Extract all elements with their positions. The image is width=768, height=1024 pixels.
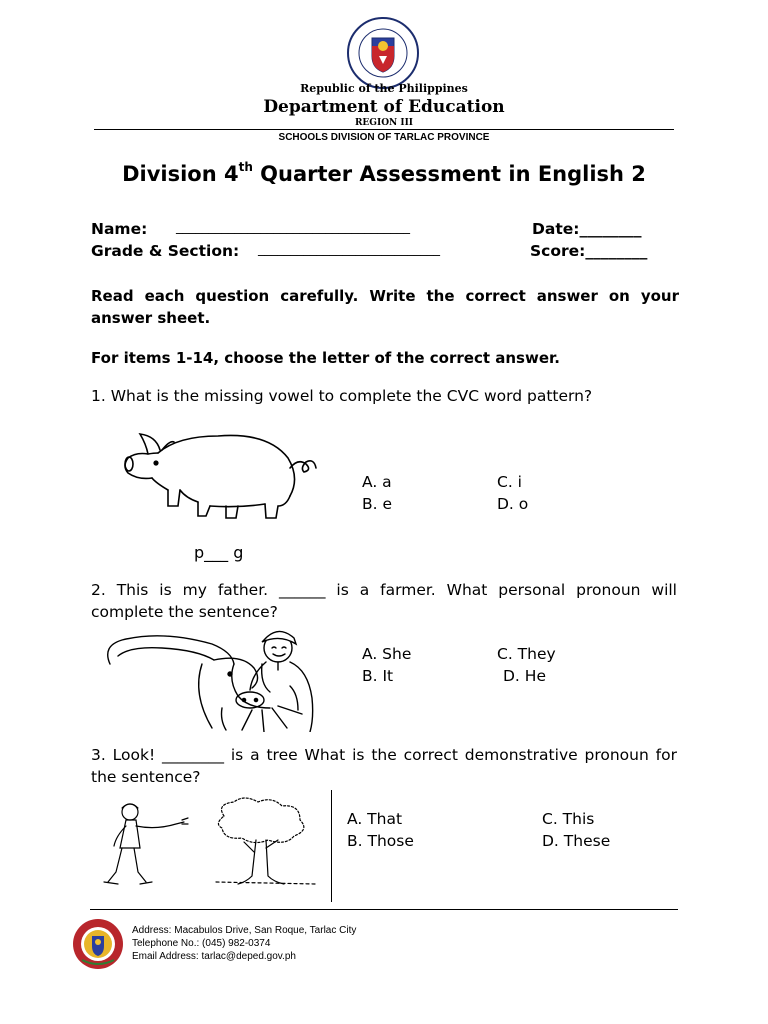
general-instructions: Read each question carefully. Write the correct answer on your answer sheet.	[91, 287, 679, 327]
title-main: Division 4	[122, 162, 239, 186]
republic-line: Republic of the Philippines	[300, 82, 468, 95]
deped-seal	[346, 16, 420, 90]
date-field[interactable]: Date:________	[532, 220, 642, 238]
grade-section-line[interactable]: ____________________________	[258, 242, 440, 257]
q2-option-d[interactable]: D. He	[503, 667, 546, 685]
footer-telephone: Telephone No.: (045) 982-0374	[132, 938, 271, 949]
q1-option-b[interactable]: B. e	[362, 495, 393, 513]
header-rule	[94, 129, 674, 130]
q2-option-b[interactable]: B. It	[362, 667, 394, 685]
seal-text-top	[0, 40, 768, 41]
q1-option-a[interactable]: A. a	[362, 473, 392, 491]
pig-drawing	[118, 428, 323, 523]
page-title	[0, 162, 768, 186]
q1-word: p___ g	[194, 543, 244, 562]
q3-divider	[331, 790, 332, 902]
q2-option-a[interactable]: A. She	[362, 645, 412, 663]
q3-option-a[interactable]: A. That	[347, 810, 403, 828]
region-line: REGION III	[354, 118, 414, 128]
footer-address: Address: Macabulos Drive, San Roque, Tarlac City	[132, 925, 357, 936]
q3-option-d[interactable]: D. These	[542, 832, 611, 850]
items-instructions: For items 1-14, choose the letter of the correct answer.	[91, 349, 560, 367]
farmer-carabao-drawing	[102, 624, 327, 732]
division-seal	[72, 918, 124, 970]
title-rest: Quarter Assessment in English 2	[252, 162, 646, 186]
question-3: 3. Look! ________ is a tree What is the correct demonstrative pronoun for the sentence?	[91, 746, 677, 786]
footer-seal-text	[0, 0, 21, 13]
q1-option-d[interactable]: D. o	[497, 495, 529, 513]
q1-option-c[interactable]: C. i	[497, 473, 522, 491]
question-2: 2. This is my father. ______ is a farmer. What personal pronoun will complete the sentence?	[91, 581, 677, 621]
q2-option-c[interactable]: C. They	[497, 645, 556, 663]
q3-option-c[interactable]: C. This	[542, 810, 595, 828]
q3-option-b[interactable]: B. Those	[347, 832, 414, 850]
score-field[interactable]: Score:________	[530, 242, 648, 260]
name-label: Name:	[91, 220, 148, 238]
boy-pointing-tree-drawing	[96, 796, 328, 890]
title-sup: th	[238, 160, 253, 174]
grade-section-label: Grade & Section:	[91, 242, 240, 260]
department-line: Department of Education	[263, 97, 505, 117]
name-line[interactable]: ____________________________________	[176, 220, 410, 235]
footer-email[interactable]: Email Address: tarlac@deped.gov.ph	[132, 951, 296, 962]
division-line: SCHOOLS DIVISION OF TARLAC PROVINCE	[278, 132, 490, 143]
question-1: 1. What is the missing vowel to complete the CVC word pattern?	[91, 387, 593, 405]
footer-rule	[90, 909, 678, 910]
